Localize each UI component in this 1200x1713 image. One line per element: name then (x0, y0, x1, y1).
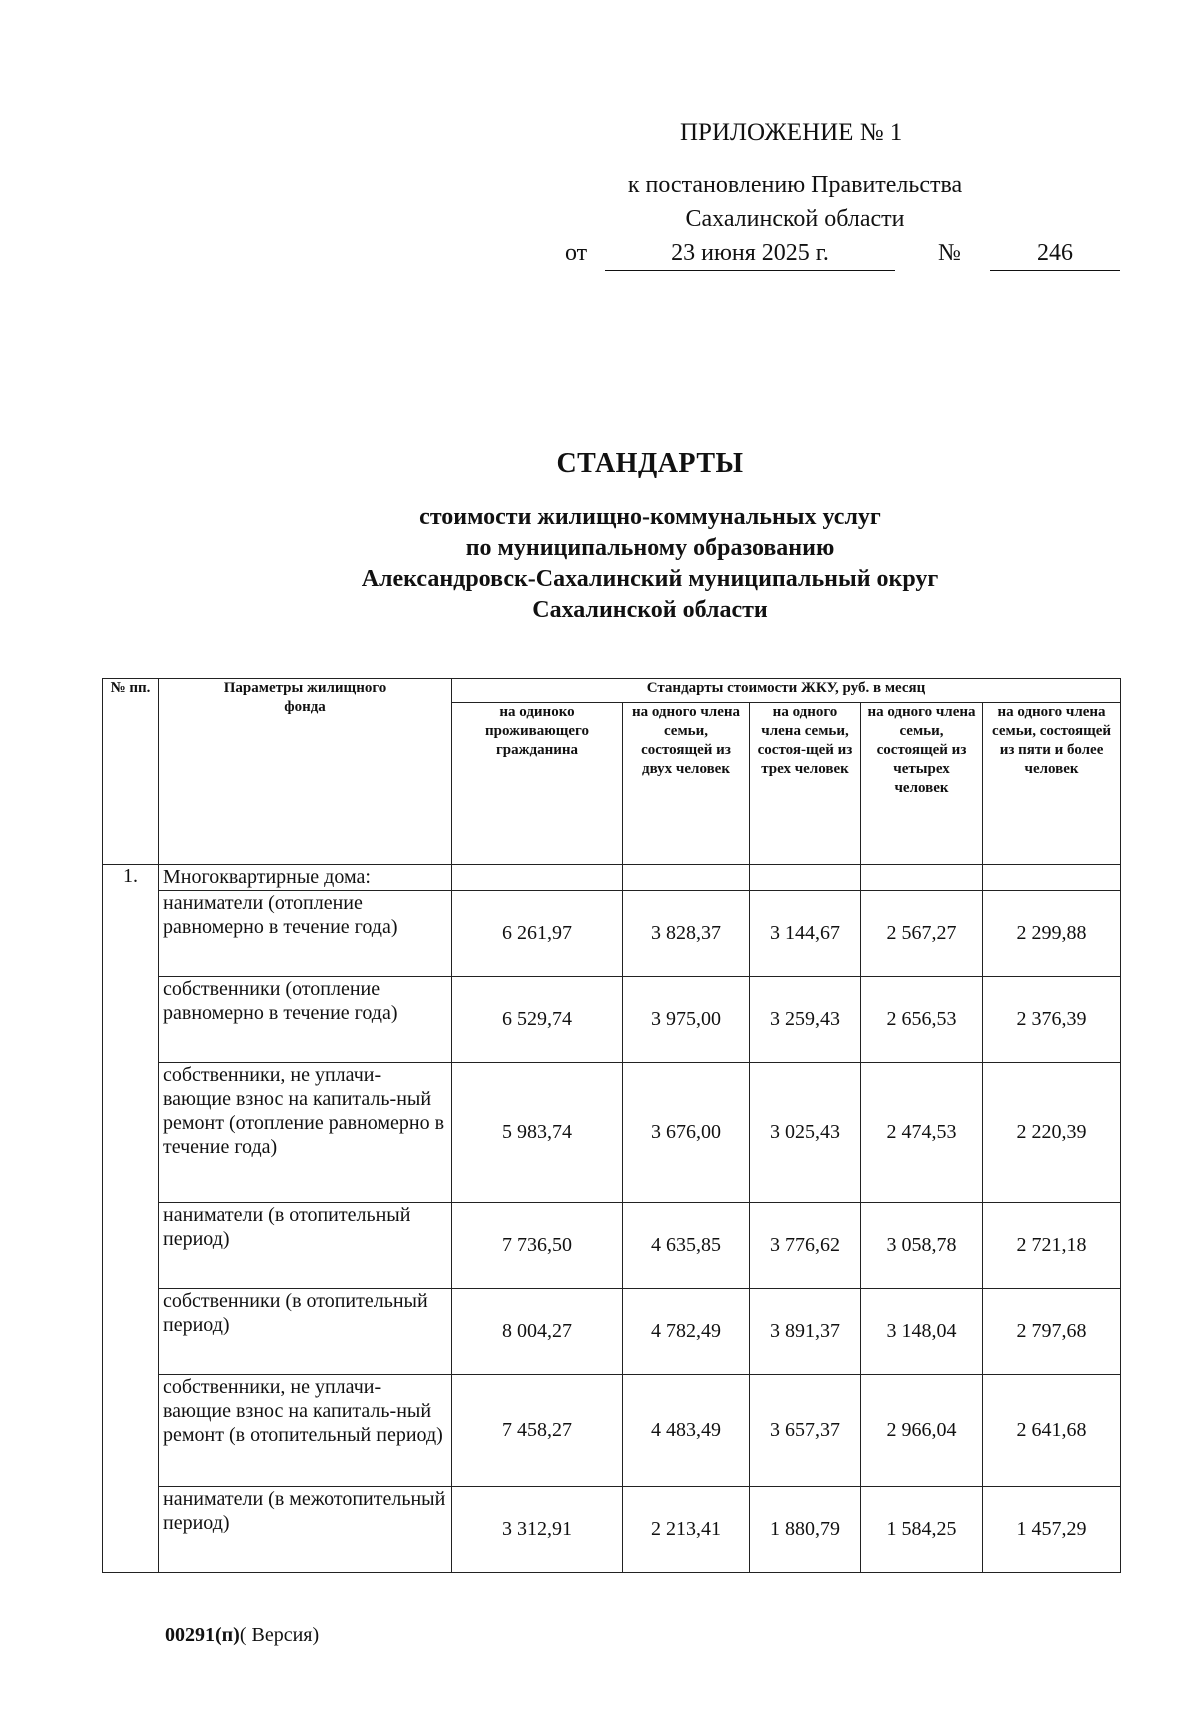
appendix-block (560, 118, 1030, 236)
value-four: 1 584,25 (861, 1487, 983, 1573)
table-row (103, 977, 1121, 1063)
appendix-title: ПРИЛОЖЕНИЕ № 1 (680, 119, 903, 146)
appendix-line-1: к постановлению Правительства (627, 172, 963, 198)
value-five: 2 299,88 (983, 891, 1121, 977)
value-single: 5 983,74 (452, 1063, 623, 1203)
value-single: 8 004,27 (452, 1289, 623, 1375)
header-col-two: на одного члена семьи, состоящей из двух человек (623, 703, 750, 865)
value-five: 2 641,68 (983, 1375, 1121, 1487)
value-five: 2 721,18 (983, 1203, 1121, 1289)
appendix-line-2: Сахалинской области (685, 206, 905, 232)
document-title-block (200, 448, 1100, 626)
value-single: 7 736,50 (452, 1203, 623, 1289)
value-four: 3 058,78 (861, 1203, 983, 1289)
row-label: наниматели (в межотопительный период) (159, 1487, 452, 1573)
decree-date: 23 июня 2025 г. (605, 240, 895, 271)
table-row (103, 1289, 1121, 1375)
row-label: собственники, не уплачи-вающие взнос на капиталь-ный ремонт (в отопительный период) (159, 1375, 452, 1487)
table-row (103, 891, 1121, 977)
date-prefix: от (565, 240, 588, 266)
table-row (103, 1203, 1121, 1289)
section-title: Многоквартирные дома: (159, 865, 452, 891)
standards-table (102, 678, 1121, 1573)
value-two: 4 782,49 (623, 1289, 750, 1375)
table-row (103, 1063, 1121, 1203)
header-col-three: на одного члена семьи, состоя-щей из трех человек (750, 703, 861, 865)
empty-cell (750, 865, 861, 891)
section-number: 1. (103, 865, 159, 1573)
header-params (159, 679, 452, 865)
table-row (103, 1375, 1121, 1487)
value-single: 7 458,27 (452, 1375, 623, 1487)
document-title: СТАНДАРТЫ (556, 448, 744, 479)
value-five: 2 220,39 (983, 1063, 1121, 1203)
subtitle-line-2: по муниципальному образованию (465, 535, 835, 561)
row-label: собственники (отопление равномерно в течение года) (159, 977, 452, 1063)
value-four: 2 474,53 (861, 1063, 983, 1203)
section-row (103, 865, 1121, 891)
value-five: 2 376,39 (983, 977, 1121, 1063)
value-three: 3 657,37 (750, 1375, 861, 1487)
empty-cell (983, 865, 1121, 891)
header-group: Стандарты стоимости ЖКУ, руб. в месяц (452, 679, 1121, 703)
value-five: 1 457,29 (983, 1487, 1121, 1573)
subtitle-line-1: стоимости жилищно-коммунальных услуг (419, 504, 881, 530)
header-num (103, 679, 159, 865)
value-two: 3 975,00 (623, 977, 750, 1063)
row-label: наниматели (отопление равномерно в течение года) (159, 891, 452, 977)
row-label: собственники (в отопительный период) (159, 1289, 452, 1375)
value-single: 6 529,74 (452, 977, 623, 1063)
value-three: 3 144,67 (750, 891, 861, 977)
row-label: собственники, не уплачи-вающие взнос на капиталь-ный ремонт (отопление равномерно в течение года) (159, 1063, 452, 1203)
value-three: 1 880,79 (750, 1487, 861, 1573)
header-num-text: № пп. (110, 680, 151, 696)
document-code-version: ( Версия) (239, 1624, 320, 1646)
subtitle-line-4: Сахалинской области (532, 597, 768, 623)
value-three: 3 259,43 (750, 977, 861, 1063)
value-two: 2 213,41 (623, 1487, 750, 1573)
value-two: 3 676,00 (623, 1063, 750, 1203)
value-four: 2 656,53 (861, 977, 983, 1063)
decree-date-line (565, 238, 1125, 274)
value-four: 2 966,04 (861, 1375, 983, 1487)
subtitle-line-3: Александровск-Сахалинский муниципальный округ (361, 566, 939, 592)
decree-number: 246 (990, 240, 1120, 271)
empty-cell (861, 865, 983, 891)
value-five: 2 797,68 (983, 1289, 1121, 1375)
header-col-four: на одного члена семьи, состоящей из четырех человек (861, 703, 983, 865)
empty-cell (623, 865, 750, 891)
value-single: 3 312,91 (452, 1487, 623, 1573)
header-params-text: Параметры жилищного фонда (223, 680, 387, 715)
value-two: 4 635,85 (623, 1203, 750, 1289)
value-three: 3 891,37 (750, 1289, 861, 1375)
value-four: 2 567,27 (861, 891, 983, 977)
document-code-number: 00291(п) (165, 1624, 240, 1646)
document-code (165, 1624, 319, 1647)
value-two: 4 483,49 (623, 1375, 750, 1487)
row-label: наниматели (в отопительный период) (159, 1203, 452, 1289)
value-four: 3 148,04 (861, 1289, 983, 1375)
value-three: 3 025,43 (750, 1063, 861, 1203)
value-single: 6 261,97 (452, 891, 623, 977)
value-two: 3 828,37 (623, 891, 750, 977)
header-row-1 (103, 679, 1121, 703)
number-prefix: № (938, 240, 961, 266)
empty-cell (452, 865, 623, 891)
header-col-single: на одиноко проживающего гражданина (452, 703, 623, 865)
table-row (103, 1487, 1121, 1573)
header-col-five: на одного члена семьи, состоящей из пяти и более человек (983, 703, 1121, 865)
value-three: 3 776,62 (750, 1203, 861, 1289)
